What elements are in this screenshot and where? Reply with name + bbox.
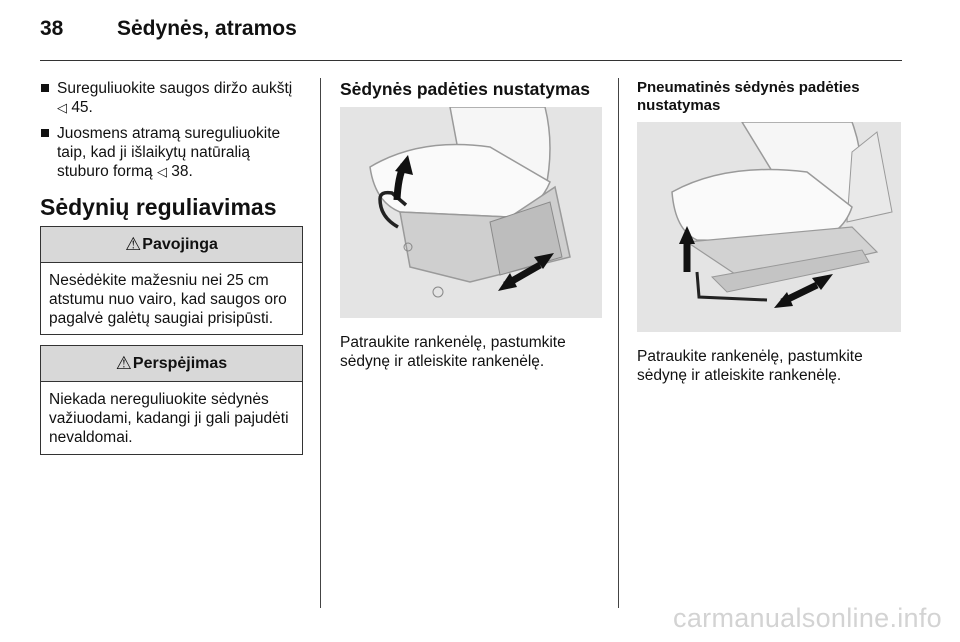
page-ref-icon: ◁ [156, 164, 167, 179]
danger-text: Nesėdėkite mažesniu nei 25 cm atstumu nuo vairo, kad saugos oro pagalvė galėtų saugiai prisipūsti. [49, 272, 287, 327]
page-ref-link[interactable]: 38. [171, 163, 193, 180]
watermark: carmanualsonline.info [673, 603, 942, 633]
pneumatic-seat-image [637, 122, 901, 332]
warning-title: Perspėjimas [132, 354, 228, 372]
column-divider-2 [618, 78, 619, 608]
subsection-heading: Pneumatinės sėdynės padėties nustatymas [637, 79, 860, 114]
header-divider [40, 60, 902, 61]
left-column [40, 79, 305, 188]
column-divider-1 [320, 78, 321, 608]
illustration-caption: Patraukite rankenėlę, pastumkite sėdynę ir atleiskite rankenėlę. [637, 348, 863, 384]
seat-adjust-illustration [340, 107, 602, 318]
warning-text: Niekada nereguliuokite sėdynės važiuodami, kadangi ji gali pajudėti nevaldomai. [49, 391, 289, 446]
list-item: Juosmens atramą sureguliuokite taip, kad ji išlaikytų natūralią stuburo formą ◁ 38. [40, 124, 305, 181]
bullet-icon [41, 84, 49, 92]
page-number: 38 [40, 17, 64, 40]
bullet-icon [41, 129, 49, 137]
list-item: Sureguliuokite saugos diržo aukštį ◁ 45. [40, 79, 305, 117]
pneumatic-seat-illustration [637, 122, 901, 332]
page-ref-icon: ◁ [57, 100, 67, 115]
warning-header [41, 346, 302, 382]
page-title: Sėdynės, atramos [117, 17, 297, 40]
seat-image [340, 107, 602, 318]
warning-icon: ⚠ [125, 234, 142, 254]
warning-icon: ⚠ [115, 353, 132, 373]
danger-box [40, 226, 303, 335]
danger-title: Pavojinga [142, 235, 218, 253]
section-heading: Sėdynių reguliavimas [40, 194, 277, 220]
danger-header [41, 227, 302, 263]
illustration-caption: Patraukite rankenėlę, pastumkite sėdynę ir atleiskite rankenėlę. [340, 334, 566, 370]
warning-box [40, 345, 303, 455]
subsection-heading: Sėdynės padėties nustatymas [340, 79, 590, 99]
page-ref-link[interactable]: 45. [71, 99, 93, 116]
